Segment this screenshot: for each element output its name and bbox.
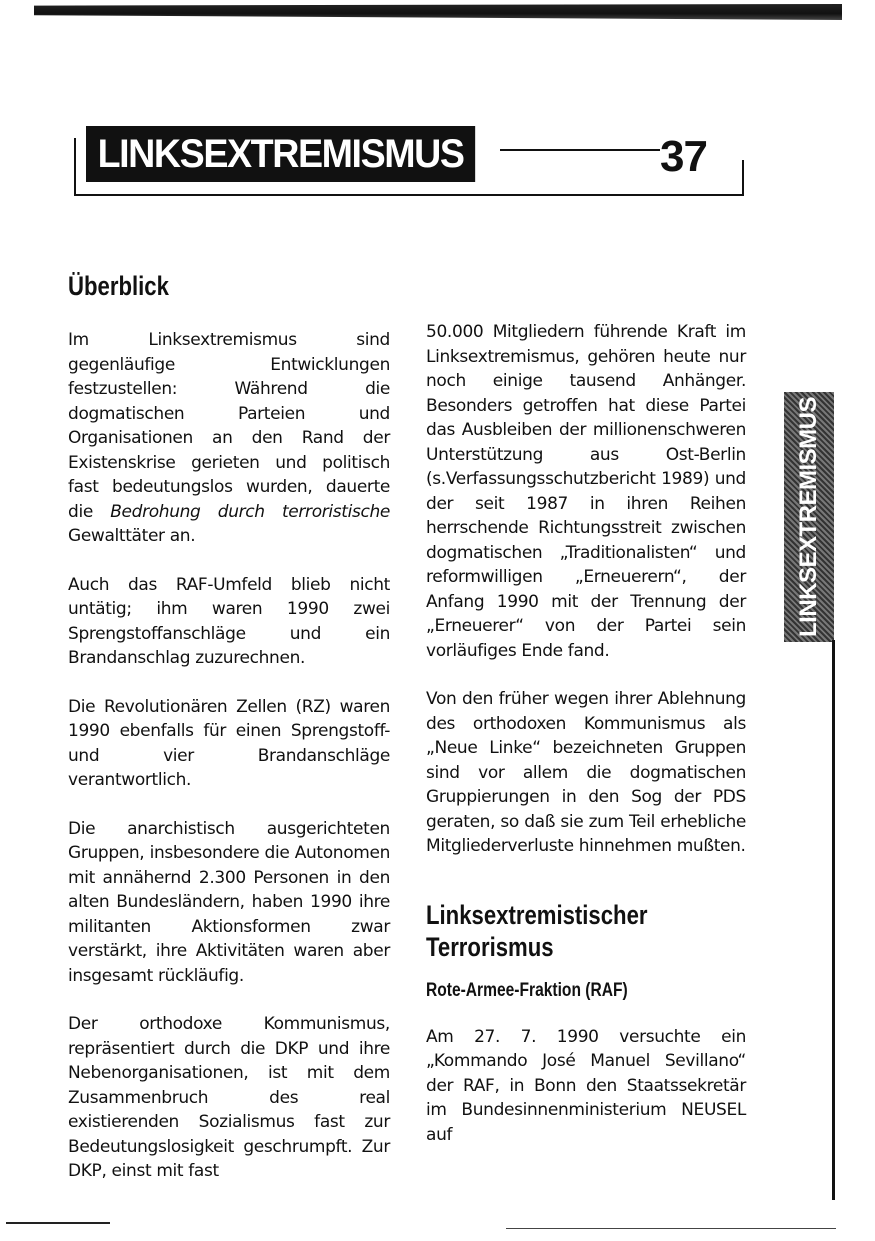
chapter-title: LINKSEXTREMISMUS — [86, 126, 475, 182]
paragraph: Die Revolutionären Zellen (RZ) waren 1990 ebenfalls für einen Sprengstoff- und vier Brandanschläge verantwortlich. — [68, 696, 390, 790]
paragraph: Die anarchistisch ausgerichteten Gruppen, insbesondere die Autonomen mit annähernd 2.300 Personen in den alten Bundesländern, haben 1990 ihre militanten Aktionsformen zwar verstärkt, ihre Aktivitäten waren aber insgesamt rückläufig. — [68, 818, 390, 986]
side-tab-label: LINKSEXTREMISMUS — [795, 396, 823, 638]
paragraph: Von den früher wegen ihrer Ablehnung des orthodoxen Kommunismus als „Neue Linke“ bezeichneten Gruppen sind vor allem die dogmatischen Gruppierungen in den Sog der PDS geraten, so daß sie zum Teil erhebliche Mitgliederverluste hinnehmen mußten. — [426, 689, 746, 856]
paragraph-emphasis: Bedrohung durch terroristische — [110, 501, 390, 522]
paragraph — [68, 328, 390, 549]
paragraph-text: Gewalttäter an. — [68, 526, 196, 546]
page-number: 37 — [660, 132, 707, 181]
header-bottom-rule — [74, 194, 744, 196]
left-column — [68, 270, 390, 1208]
right-column — [426, 320, 746, 1171]
header-right-rule — [742, 160, 744, 196]
paragraph: Der orthodoxe Kommunismus, repräsentiert durch die DKP und ihre Nebenorganisationen, ist mit dem Zusammenbruch des real existierenden Sozialismus fast zur Bedeutungslosigkeit geschrumpft. Zur DKP, einst mit fast — [68, 1014, 390, 1181]
paragraph-text: Im Linksextremismus sind gegenläufige Entwicklungen festzustellen: Während die dogmatischen Parteien und Organisationen an den Rand der Existenskrise gerieten und politisch fast bedeutungslos wurden, dauerte die — [68, 330, 390, 522]
section-heading-overview: Überblick — [68, 271, 169, 301]
section-heading-line: Linksextremistischer — [426, 899, 648, 930]
bottom-rule-left — [6, 1222, 110, 1224]
top-scan-bar — [34, 4, 842, 20]
paragraph: 50.000 Mitgliedern führende Kraft im Linksextremismus, gehören heute nur noch einige tausend Anhänger. Besonders getroffen hat diese Partei das Ausbleiben der millionenschweren Unterstützung aus Ost-Berlin (s.Verfassungsschutzbericht 1989) und der seit 1987 in ihren Reihen herrschende Richtungsstreit zwischen dogmatischen „Traditionalisten“ und reformwilligen „Erneuerern“, der Anfang 1990 mit der Trennung der „Erneuerer“ von der Partei sein vorläufiges Ende fand. — [426, 322, 746, 661]
paragraph: Am 27. 7. 1990 versuchte ein „Kommando José Manuel Sevillano“ der RAF, in Bonn den Staatssekretär im Bundesinnenministerium NEUSEL auf — [426, 1026, 746, 1145]
side-rule — [832, 640, 835, 1200]
chapter-header — [70, 126, 750, 196]
section-heading-line: Terrorismus — [426, 931, 554, 962]
section-heading-terrorism — [426, 899, 688, 963]
bottom-rule-right — [506, 1228, 836, 1229]
side-tab — [784, 392, 834, 642]
paragraph: Auch das RAF-Umfeld blieb nicht untätig; ihm waren 1990 zwei Sprengstoffanschläge und ein Brandanschlag zuzurechnen. — [68, 574, 390, 668]
header-mid-rule — [500, 149, 660, 151]
sub-heading-raf: Rote-Armee-Fraktion (RAF) — [426, 979, 628, 1001]
header-left-rule — [74, 138, 76, 196]
